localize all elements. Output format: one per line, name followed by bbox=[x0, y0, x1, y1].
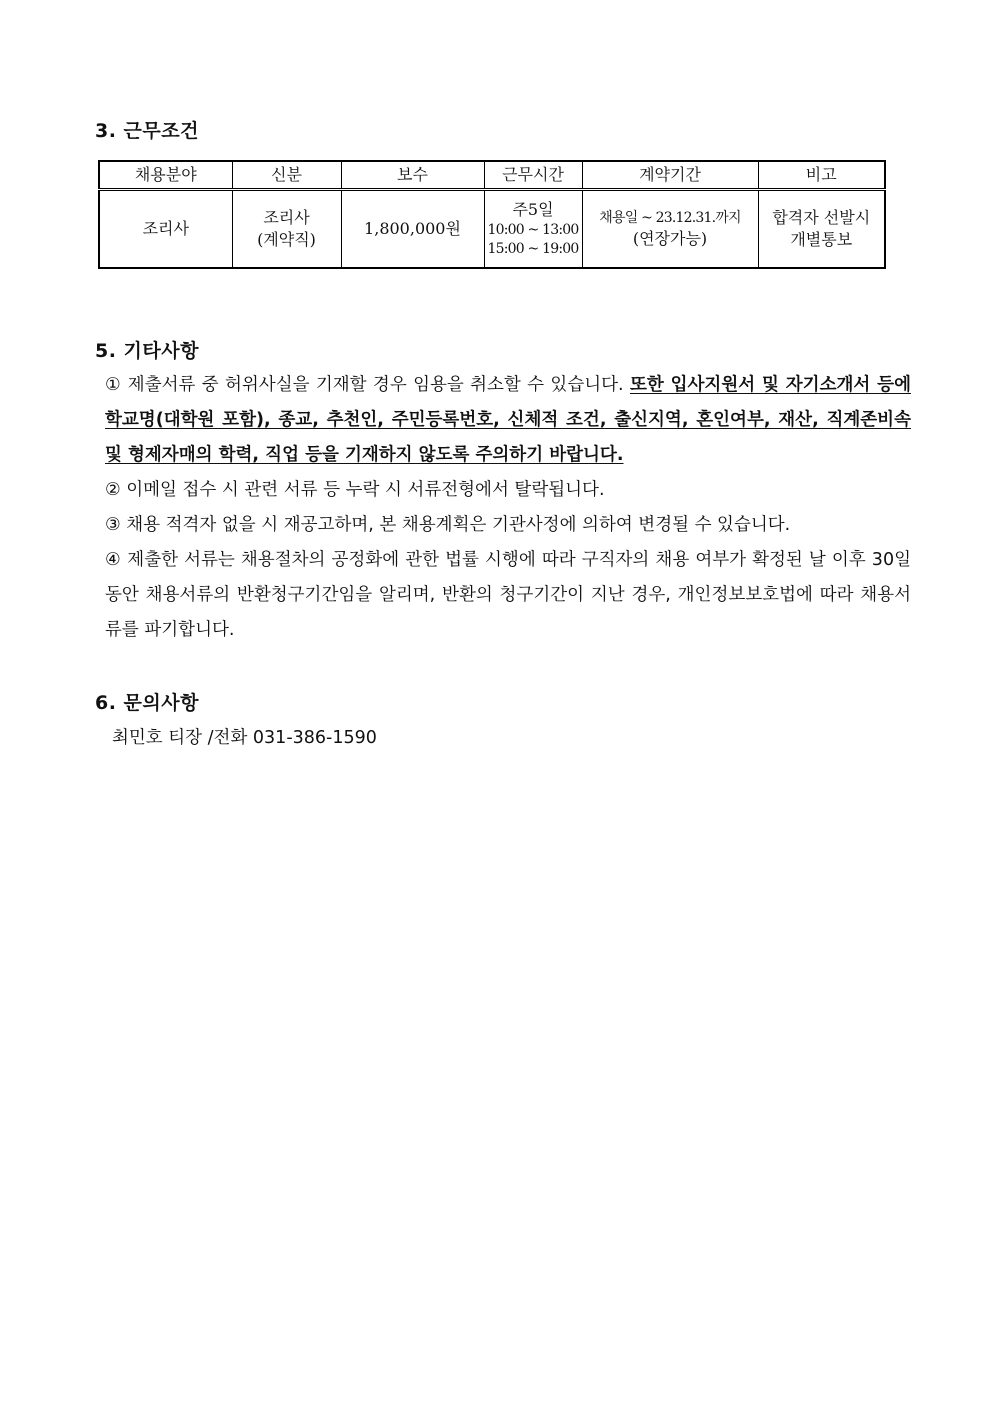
section-heading-other: 5. 기타사항 bbox=[95, 340, 199, 362]
header-field: 채용분야 bbox=[99, 161, 232, 190]
section-heading-inquiry: 6. 문의사항 bbox=[95, 692, 199, 714]
table-row bbox=[99, 190, 885, 269]
cell-status-line2: (계약직) bbox=[257, 230, 316, 249]
note-item-1 bbox=[95, 368, 911, 473]
note-item-3: ③ 채용 적격자 없을 시 재공고하며, 본 채용계획은 기관사정에 의하여 변경될 수 있습니다. bbox=[105, 515, 791, 535]
note-item-1-emphasis: 또한 입사지원서 및 자기소개서 등에 학교명(대학원 포함), 종교, 추천인, 주민등록번호, 신체적 조건, 출신지역, 혼인여부, 재산, 직계존비속 및 형제자매의 학력, 직업 등을 기재하지 않도록 주의하기 바랍니다. bbox=[105, 375, 911, 465]
cell-status bbox=[232, 190, 341, 269]
cell-contract bbox=[582, 190, 758, 269]
cell-hours bbox=[484, 190, 582, 269]
header-hours: 근무시간 bbox=[484, 161, 582, 190]
cell-field: 조리사 bbox=[99, 190, 232, 269]
cell-contract-line2: (연장가능) bbox=[632, 228, 708, 248]
cell-note-line2: 개별통보 bbox=[790, 230, 853, 249]
header-status: 신분 bbox=[232, 161, 341, 190]
header-contract: 계약기간 bbox=[582, 161, 758, 190]
cell-hours-line1: 주5일 bbox=[512, 200, 554, 220]
table-header-row bbox=[99, 161, 885, 190]
note-item-2: ② 이메일 접수 시 관련 서류 등 누락 시 서류전형에서 탈락됩니다. bbox=[105, 480, 605, 500]
contact-info: 최민호 티장 /전화 031-386-1590 bbox=[112, 728, 377, 748]
header-note: 비고 bbox=[758, 161, 885, 190]
note-item-1-text: ① 제출서류 중 허위사실을 기재할 경우 임용을 취소할 수 있습니다. bbox=[105, 375, 630, 395]
header-pay: 보수 bbox=[341, 161, 484, 190]
note-item-4: ④ 제출한 서류는 채용절차의 공정화에 관한 법률 시행에 따라 구직자의 채용 여부가 확정된 날 이후 30일 동안 채용서류의 반환청구기간임을 알리며, 반환의 청구기간이 지난 경우, 개인정보보호법에 따라 채용서류를 파기합니다. bbox=[105, 550, 911, 640]
section-heading-work-conditions: 3. 근무조건 bbox=[95, 120, 199, 142]
cell-note-line1: 합격자 선발시 bbox=[772, 208, 871, 228]
cell-contract-line1: 채용일 ~ 23.12.31.까지 bbox=[599, 209, 741, 226]
work-conditions-table bbox=[98, 160, 886, 269]
cell-hours-line3: 15:00 ~ 19:00 bbox=[487, 240, 579, 257]
cell-note bbox=[758, 190, 885, 269]
cell-status-line1: 조리사 bbox=[263, 208, 310, 228]
cell-hours-line2: 10:00 ~ 13:00 bbox=[487, 221, 579, 238]
cell-pay: 1,800,000원 bbox=[341, 190, 484, 269]
